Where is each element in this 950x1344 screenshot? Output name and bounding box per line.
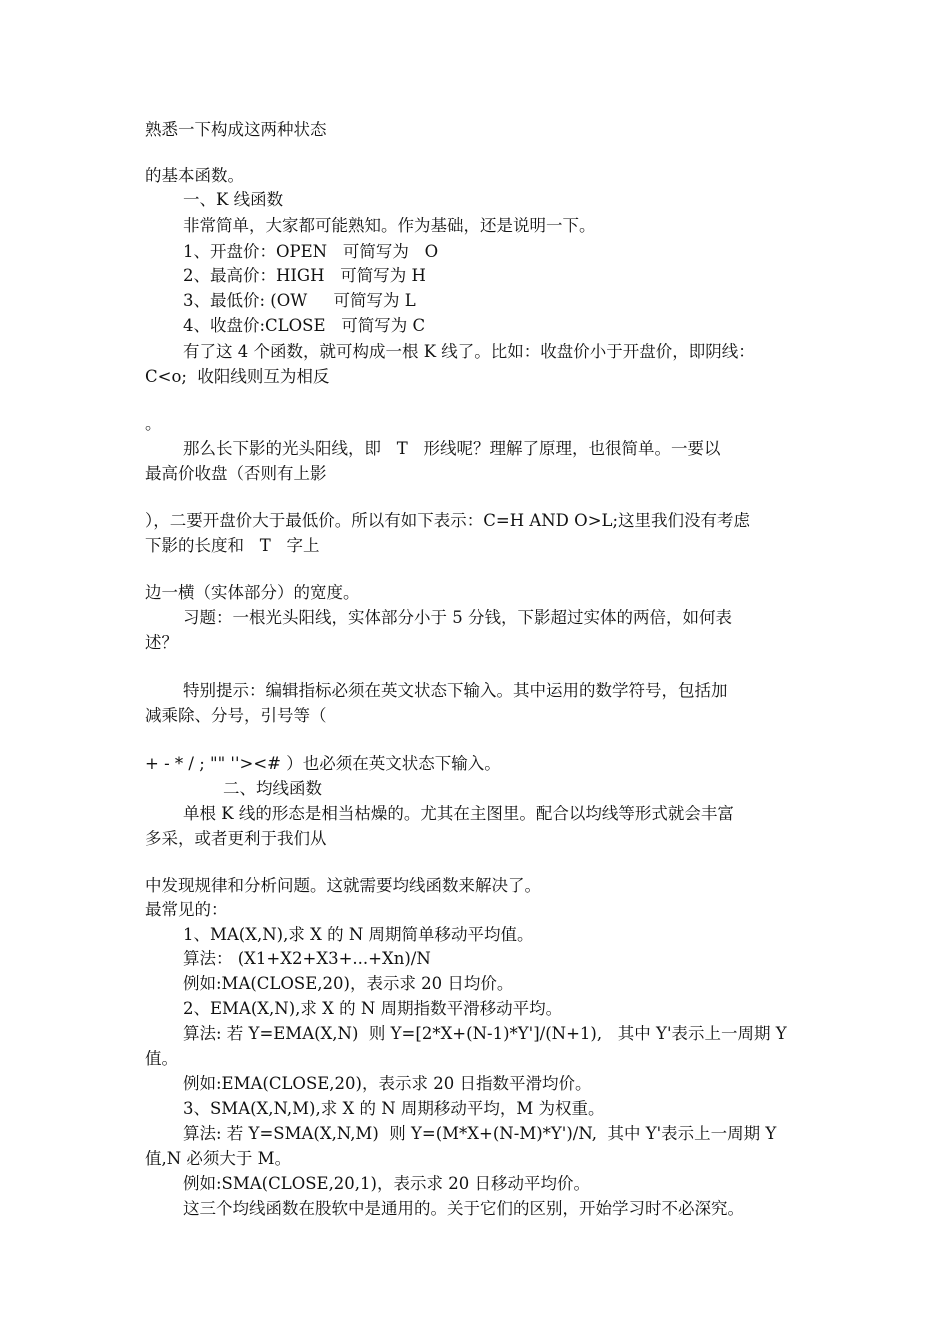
- text-line: 最高价收盘（否则有上影: [145, 464, 327, 483]
- example-line: 例如:MA(CLOSE,20)，表示求 20 日均价。: [183, 974, 514, 993]
- text-line: 有了这 4 个函数，就可构成一根 K 线了。比如：收盘价小于开盘价，即阴线：: [183, 342, 755, 361]
- text-line: 值,N 必须大于 M。: [145, 1149, 292, 1168]
- list-item: 3、最低价: (OW 可简写为 L: [183, 291, 416, 310]
- text-line: 值。: [145, 1049, 178, 1068]
- list-item: 2、最高价：HIGH 可简写为 H: [183, 266, 426, 285]
- example-line: 例如:SMA(CLOSE,20,1)，表示求 20 日移动平均价。: [183, 1174, 590, 1193]
- text-line: 下影的长度和 T 字上: [145, 536, 320, 555]
- list-item: 1、MA(X,N),求 X 的 N 周期简单移动平均值。: [183, 925, 534, 944]
- list-item: 1、开盘价：OPEN 可简写为 O: [183, 242, 439, 261]
- notice-line: 特别提示：编辑指标必须在英文状态下输入。其中运用的数学符号，包括加: [183, 681, 728, 700]
- text-line: + - * / ; "" ''><# ）也必须在英文状态下输入。: [145, 754, 501, 773]
- text-line: 非常简单，大家都可能熟知。作为基础，还是说明一下。: [183, 216, 596, 235]
- exercise-line: 习题：一根光头阳线，实体部分小于 5 分钱，下影超过实体的两倍，如何表: [183, 608, 732, 627]
- text-line: 。: [145, 414, 162, 433]
- text-line: 多采，或者更利于我们从: [145, 829, 327, 848]
- text-line: 熟悉一下构成这两种状态: [145, 120, 327, 139]
- text-line: 那么长下影的光头阳线，即 T 形线呢？理解了原理，也很简单。一要以: [183, 439, 721, 458]
- section-heading-ma: 二、均线函数: [223, 779, 322, 798]
- section-heading-k-line: 一、K 线函数: [183, 190, 284, 209]
- text-line: 减乘除、分号，引号等（: [145, 706, 327, 725]
- text-line: 单根 K 线的形态是相当枯燥的。尤其在主图里。配合以均线等形式就会丰富: [183, 804, 734, 823]
- list-item: 3、SMA(X,N,M),求 X 的 N 周期移动平均，M 为权重。: [183, 1099, 605, 1118]
- text-line: 中发现规律和分析问题。这就需要均线函数来解决了。: [145, 876, 541, 895]
- text-line: 这三个均线函数在股软中是通用的。关于它们的区别，开始学习时不必深究。: [183, 1199, 744, 1218]
- text-line: C<o; 收阳线则互为相反: [145, 367, 330, 386]
- list-item: 4、收盘价:CLOSE 可简写为 C: [183, 316, 426, 335]
- formula-line: 算法: 若 Y=EMA(X,N) 则 Y=[2*X+(N-1)*Y']/(N+1), 其中 Y'表示上一周期 Y: [183, 1024, 787, 1043]
- text-line: ），二要开盘价大于最低价。所以有如下表示：C=H AND O>L;这里我们没有考虑: [145, 511, 751, 530]
- formula-line: 算法: 若 Y=SMA(X,N,M) 则 Y=(M*X+(N-M)*Y')/N, 其中 Y'表示上一周期 Y: [183, 1124, 777, 1143]
- formula-line: 算法： (X1+X2+X3+...+Xn)/N: [183, 949, 431, 968]
- text-line: 边一横（实体部分）的宽度。: [145, 583, 360, 602]
- text-line: 述？: [145, 633, 178, 652]
- list-item: 2、EMA(X,N),求 X 的 N 周期指数平滑移动平均。: [183, 999, 563, 1018]
- text-line: 的基本函数。: [145, 166, 244, 185]
- example-line: 例如:EMA(CLOSE,20)，表示求 20 日指数平滑均价。: [183, 1074, 592, 1093]
- text-line: 最常见的：: [145, 900, 228, 919]
